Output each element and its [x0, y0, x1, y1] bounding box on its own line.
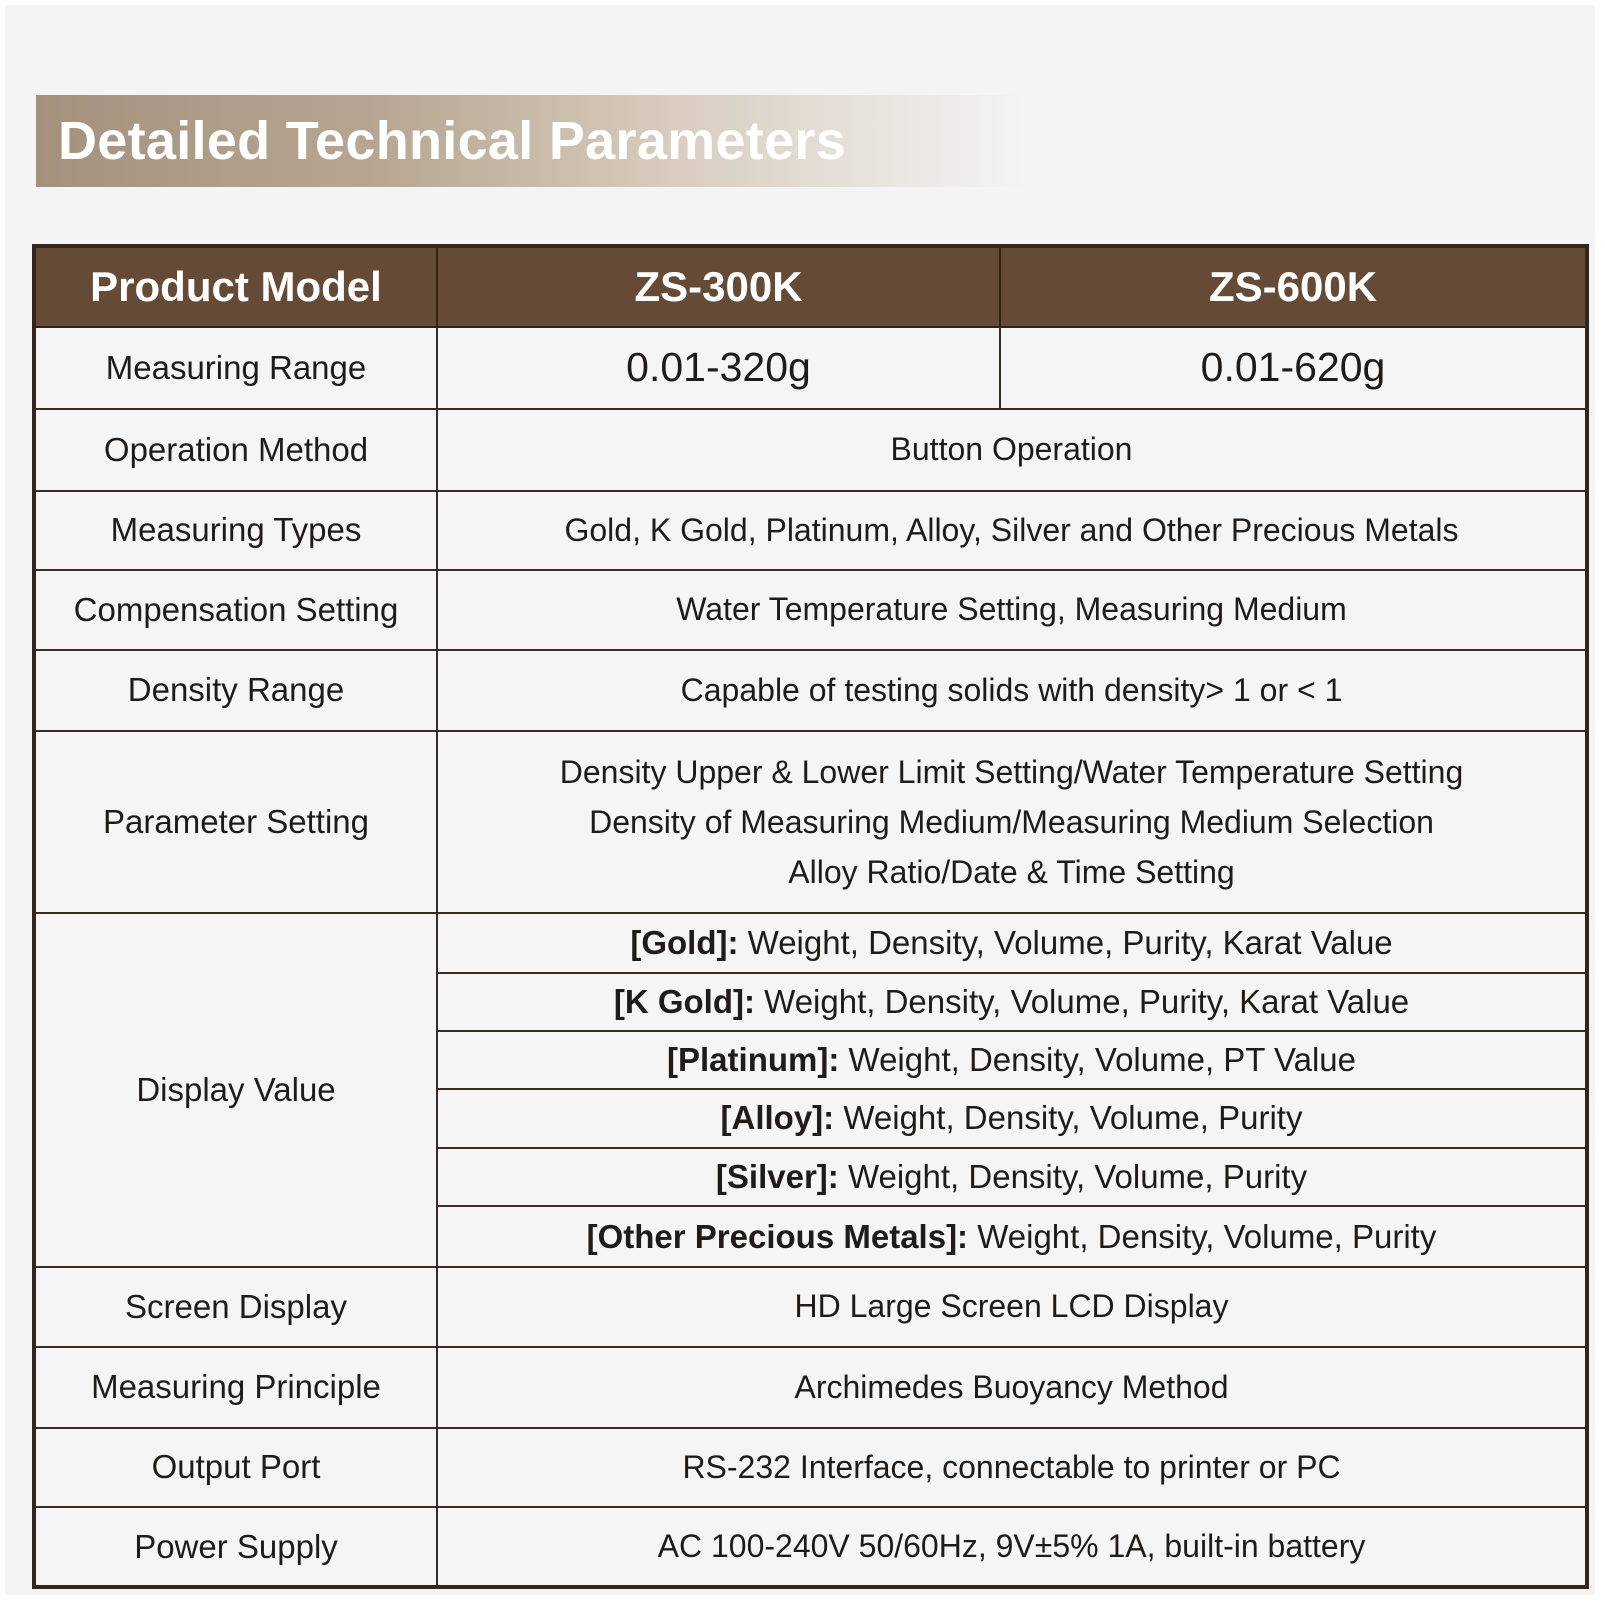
- row-label: Measuring Range: [34, 327, 437, 409]
- page: [5, 5, 1595, 1595]
- parameter-setting-value: [437, 731, 1587, 913]
- row-label: Density Range: [34, 650, 437, 731]
- measuring-range-300k: 0.01-320g: [437, 327, 1000, 409]
- model-zs-600k: ZS-600K: [1000, 246, 1587, 327]
- table-row: [34, 1347, 1587, 1428]
- display-item-key: [Gold]:: [630, 923, 739, 961]
- table-row: [34, 409, 1587, 491]
- parameter-line: Alloy Ratio/Date & Time Setting: [788, 853, 1235, 890]
- model-zs-300k: ZS-300K: [437, 246, 1000, 327]
- row-value: Water Temperature Setting, Measuring Medium: [437, 570, 1587, 650]
- row-label: Output Port: [34, 1428, 437, 1508]
- row-label: Measuring Types: [34, 491, 437, 571]
- parameters-table: [32, 244, 1589, 1589]
- row-value: Capable of testing solids with density> 1 or < 1: [437, 650, 1587, 731]
- display-item: [437, 1206, 1587, 1267]
- row-label: Power Supply: [34, 1507, 437, 1587]
- table-row: [34, 570, 1587, 650]
- row-value: Button Operation: [437, 409, 1587, 491]
- row-label: Display Value: [34, 913, 437, 1267]
- row-label: Operation Method: [34, 409, 437, 491]
- display-item: [437, 1148, 1587, 1207]
- row-label: Measuring Principle: [34, 1347, 437, 1428]
- display-item-value: Weight, Density, Volume, Purity: [834, 1099, 1303, 1137]
- display-item-value: Weight, Density, Volume, PT Value: [839, 1041, 1356, 1079]
- display-item: [437, 973, 1587, 1032]
- parameter-line: Density of Measuring Medium/Measuring Medium Selection: [589, 803, 1434, 840]
- table-row: [34, 731, 1587, 913]
- display-item-value: Weight, Density, Volume, Purity: [968, 1217, 1437, 1255]
- header-label: Product Model: [34, 246, 437, 327]
- display-item-key: [Other Precious Metals]:: [586, 1217, 969, 1255]
- measuring-range-600k: 0.01-620g: [1000, 327, 1587, 409]
- row-value: Gold, K Gold, Platinum, Alloy, Silver and Other Precious Metals: [437, 491, 1587, 571]
- table-row: [34, 327, 1587, 409]
- display-item: [437, 1089, 1587, 1148]
- row-label: Parameter Setting: [34, 731, 437, 913]
- header-row: [34, 246, 1587, 327]
- row-value: AC 100-240V 50/60Hz, 9V±5% 1A, built-in battery: [437, 1507, 1587, 1587]
- page-title: Detailed Technical Parameters: [58, 111, 847, 171]
- table-row: [34, 1267, 1587, 1347]
- table-row: [34, 1507, 1587, 1587]
- row-label: Compensation Setting: [34, 570, 437, 650]
- display-item-key: [Alloy]:: [720, 1099, 835, 1137]
- display-item-key: [Platinum]:: [667, 1041, 840, 1079]
- display-item: [437, 913, 1587, 973]
- parameter-line: Density Upper & Lower Limit Setting/Water Temperature Setting: [559, 753, 1464, 790]
- row-value: RS-232 Interface, connectable to printer or PC: [437, 1428, 1587, 1508]
- display-item-key: [Silver]:: [715, 1158, 839, 1196]
- table-row: [34, 491, 1587, 571]
- display-item-value: Weight, Density, Volume, Purity: [838, 1158, 1308, 1196]
- row-value: HD Large Screen LCD Display: [437, 1267, 1587, 1347]
- table-row: [34, 913, 1587, 973]
- table-row: [34, 650, 1587, 731]
- display-item: [437, 1031, 1587, 1089]
- table-row: [34, 1428, 1587, 1508]
- display-item-value: Weight, Density, Volume, Purity, Karat Value: [738, 923, 1393, 961]
- row-value: Archimedes Buoyancy Method: [437, 1347, 1587, 1428]
- display-item-key: [K Gold]:: [613, 983, 755, 1020]
- title-banner: [36, 95, 1026, 187]
- display-item-value: Weight, Density, Volume, Purity, Karat Value: [754, 983, 1410, 1020]
- row-label: Screen Display: [34, 1267, 437, 1347]
